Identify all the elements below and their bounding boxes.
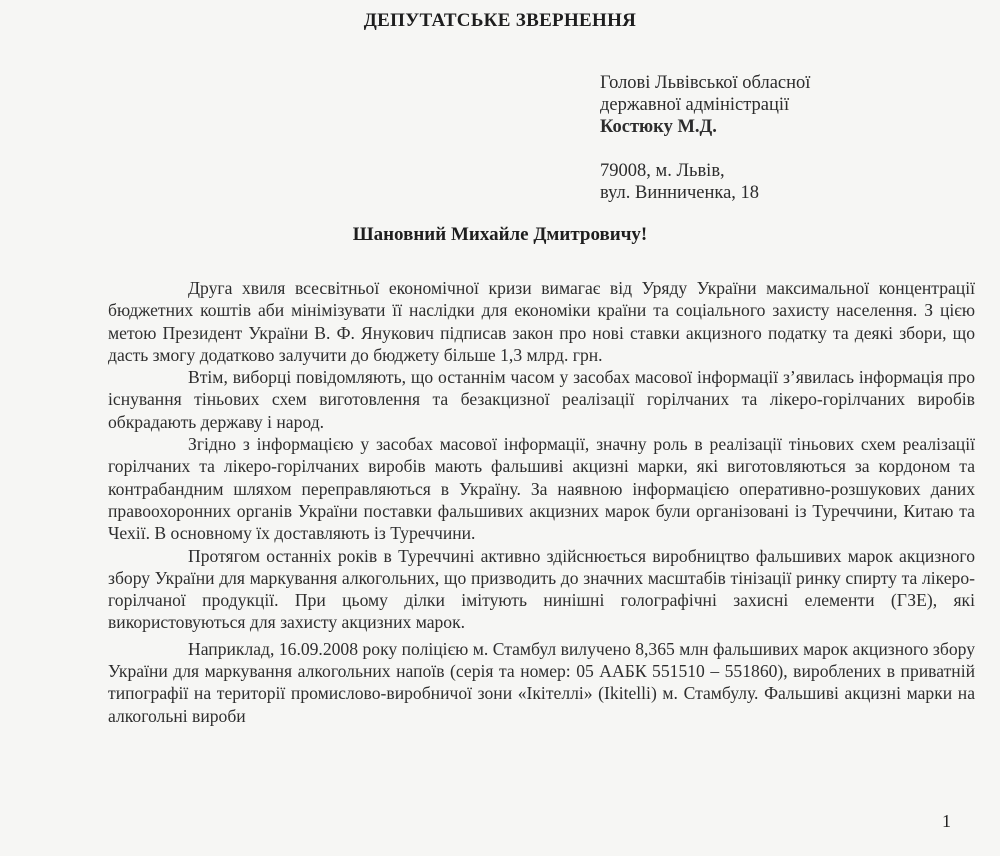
paragraph: Втім, виборці повідомляють, що останнім часом у засобах масової інформації з’явилась інформація про існування тіньових схем виготовлення та безакцизної реалізації горілчаних та лікеро-горілчаних виробів обкрадають державу і народ. bbox=[108, 367, 975, 432]
addressee-line-2: державної адміністрації bbox=[600, 95, 790, 115]
addressee-name: Костюку М.Д. bbox=[600, 117, 717, 137]
paragraph: Згідно з інформацією у засобах масової інформації, значну роль в реалізації тіньових схем реалізації горілчаних та лікеро-горілчаних виробів мають фальшиві акцизні марки, які виготовляються за кордоном та контрабандним шляхом переправляються в Україну. За наявною інформацією оперативно-розшукових даних правоохоронних органів України поставки фальшивих акцизних марок були організовані із Туреччини, Китаю та Чехії. В основному їх доставляють із Туреччини. bbox=[108, 434, 975, 544]
paragraph: Друга хвиля всесвітньої економічної кризи вимагає від Уряду України максимальної концентрації бюджетних коштів аби мінімізувати її наслідки для економіки країни та соціального захисту населення. З цією метою Президент України В. Ф. Янукович підписав закон про нові ставки акцизного податку та деякі збори, що дасть змогу додатково залучити до бюджету більше 1,3 млрд. грн. bbox=[108, 278, 975, 365]
document-title: ДЕПУТАТСЬКЕ ЗВЕРНЕННЯ bbox=[363, 10, 637, 31]
addressee-spacer bbox=[600, 138, 960, 160]
page-number: 1 bbox=[942, 811, 951, 831]
addressee-address-2: вул. Винниченка, 18 bbox=[600, 183, 760, 203]
addressee-block bbox=[600, 72, 960, 204]
paragraph: Наприклад, 16.09.2008 року поліцією м. Стамбул вилучено 8,365 млн фальшивих марок акцизного збору України для маркування алкогольних напоїв (серія та номер: 05 ААБК 551510 – 551860), вироблених в приватній типографії на території промислово-виробничої зони «Ікітеллі» (Ikitelli) м. Стамбулу. Фальшиві акцизні марки на алкогольні вироби bbox=[108, 638, 975, 726]
addressee-address-1: 79008, м. Львів, bbox=[600, 161, 725, 181]
addressee-line-1: Голові Львівської обласної bbox=[600, 73, 811, 93]
salutation: Шановний Михайле Дмитровичу! bbox=[352, 224, 648, 245]
paragraph: Протягом останніх років в Туреччині активно здійснюється виробництво фальшивих марок акцизного збору України для маркування алкогольних, що призводить до значних масштабів тінізації ринку спирту та лікеро-горілчаної продукції. При цьому ділки імітують нинішні голографічні захисні елементи (ГЗЕ), які використовуються для захисту акцизних марок. bbox=[108, 545, 975, 633]
letter-body bbox=[108, 277, 975, 727]
